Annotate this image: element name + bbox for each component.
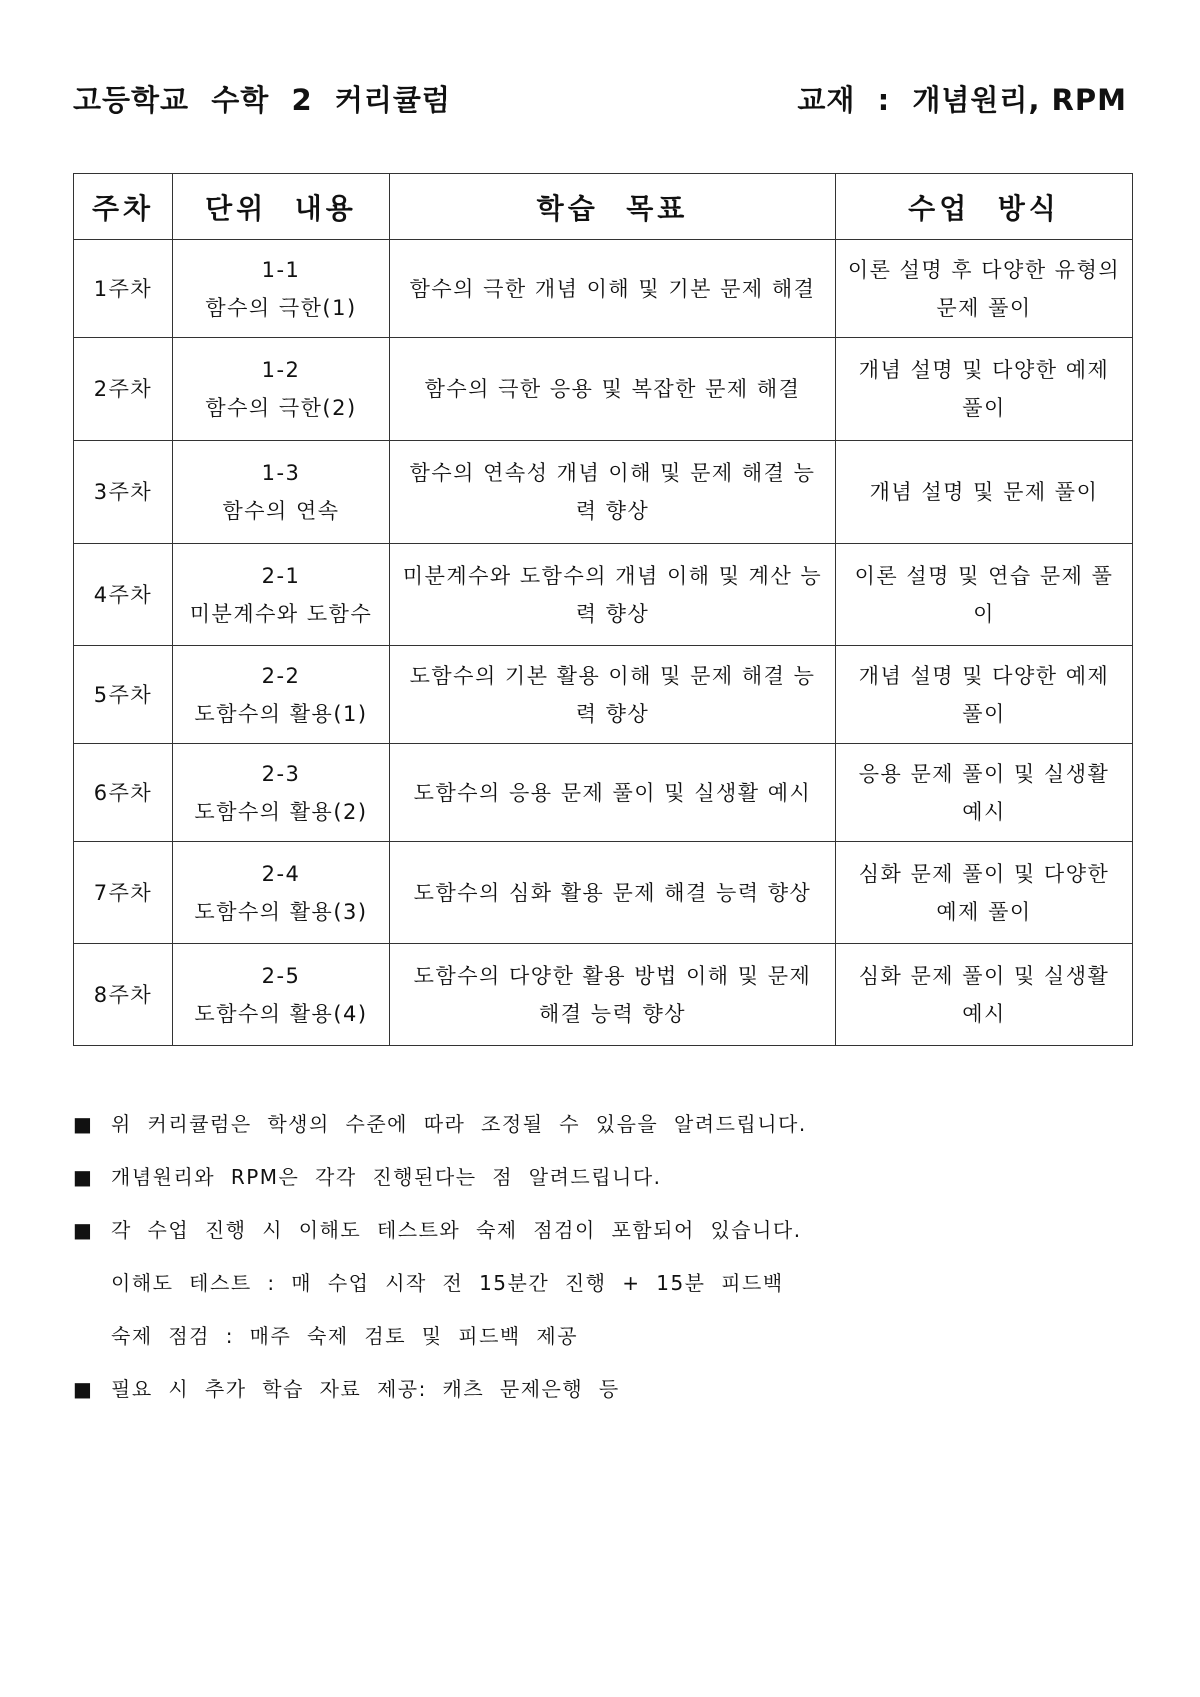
week-cell: 4주차: [74, 544, 173, 646]
textbook-label: 교재 : 개념원리, RPM: [797, 83, 1127, 117]
method-cell: 개념 설명 및 다양한 예제 풀이: [836, 338, 1133, 441]
week-cell: 8주차: [74, 944, 173, 1046]
unit-cell: [173, 646, 390, 744]
table-row: [74, 240, 1133, 338]
unit-code: 2-2: [261, 663, 301, 688]
note-subtext: 이해도 테스트 : 매 수업 시작 전 15분간 진행 + 15분 피드백: [111, 1271, 784, 1295]
note-item: [73, 1216, 1133, 1269]
unit-name: 함수의 극한(1): [205, 295, 357, 320]
method-cell: 심화 문제 풀이 및 실생활 예시: [836, 944, 1133, 1046]
unit-cell: [173, 338, 390, 441]
unit-code: 1-1: [261, 257, 301, 282]
table-row: [74, 544, 1133, 646]
note-subitem: [73, 1322, 1133, 1375]
table-row: [74, 441, 1133, 544]
notes-section: [73, 1110, 1133, 1428]
unit-code: 1-3: [261, 461, 301, 485]
method-cell: 심화 문제 풀이 및 다양한 예제 풀이: [836, 842, 1133, 944]
method-cell: 이론 설명 및 연습 문제 풀이: [836, 544, 1133, 646]
note-text: 필요 시 추가 학습 자료 제공: 캐츠 문제은행 등: [111, 1377, 620, 1401]
square-bullet-icon: ■: [73, 1377, 94, 1401]
unit-name: 함수의 연속: [222, 499, 340, 523]
document-header: [73, 78, 1127, 118]
goal-cell: 미분계수와 도함수의 개념 이해 및 계산 능력 향상: [390, 544, 836, 646]
table-row: [74, 944, 1133, 1046]
unit-cell: [173, 441, 390, 544]
table-row: [74, 842, 1133, 944]
unit-code: 2-4: [261, 861, 301, 886]
method-cell: 개념 설명 및 문제 풀이: [836, 441, 1133, 544]
unit-cell: [173, 240, 390, 338]
note-subitem: [73, 1269, 1133, 1322]
table-row: [74, 338, 1133, 441]
week-cell: 2주차: [74, 338, 173, 441]
table-row: [74, 646, 1133, 744]
column-header-week: 주차: [74, 174, 173, 240]
unit-cell: [173, 744, 390, 842]
week-cell: 7주차: [74, 842, 173, 944]
note-item: [73, 1110, 1133, 1163]
note-item: [73, 1163, 1133, 1216]
goal-cell: 도함수의 심화 활용 문제 해결 능력 향상: [390, 842, 836, 944]
unit-code: 2-5: [261, 963, 301, 988]
unit-cell: [173, 944, 390, 1046]
unit-name: 도함수의 활용(1): [194, 701, 368, 726]
goal-cell: 함수의 극한 개념 이해 및 기본 문제 해결: [390, 240, 836, 338]
square-bullet-icon: ■: [73, 1218, 94, 1242]
note-text: 개념원리와 RPM은 각각 진행된다는 점 알려드립니다.: [111, 1165, 662, 1189]
column-header-unit: 단위 내용: [173, 174, 390, 240]
method-cell: 개념 설명 및 다양한 예제 풀이: [836, 646, 1133, 744]
week-cell: 3주차: [74, 441, 173, 544]
square-bullet-icon: ■: [73, 1165, 94, 1189]
page-title: 고등학교 수학 2 커리큘럼: [73, 83, 451, 117]
week-cell: 6주차: [74, 744, 173, 842]
note-text: 각 수업 진행 시 이해도 테스트와 숙제 점검이 포함되어 있습니다.: [111, 1218, 802, 1242]
table-header-row: [74, 174, 1133, 240]
curriculum-table: [73, 173, 1133, 1046]
goal-cell: 도함수의 응용 문제 풀이 및 실생활 예시: [390, 744, 836, 842]
note-subtext: 숙제 점검 : 매주 숙제 검토 및 피드백 제공: [111, 1324, 579, 1348]
unit-name: 도함수의 활용(2): [194, 799, 368, 824]
unit-name: 미분계수와 도함수: [189, 601, 373, 626]
table-row: [74, 744, 1133, 842]
goal-cell: 도함수의 다양한 활용 방법 이해 및 문제 해결 능력 향상: [390, 944, 836, 1046]
week-cell: 5주차: [74, 646, 173, 744]
unit-cell: [173, 842, 390, 944]
note-item: [73, 1375, 1133, 1428]
goal-cell: 함수의 연속성 개념 이해 및 문제 해결 능력 향상: [390, 441, 836, 544]
square-bullet-icon: ■: [73, 1112, 94, 1136]
unit-name: 도함수의 활용(3): [194, 899, 368, 924]
unit-code: 1-2: [261, 358, 301, 382]
column-header-goal: 학습 목표: [390, 174, 836, 240]
goal-cell: 도함수의 기본 활용 이해 및 문제 해결 능력 향상: [390, 646, 836, 744]
unit-name: 함수의 극한(2): [205, 396, 357, 420]
week-cell: 1주차: [74, 240, 173, 338]
method-cell: 이론 설명 후 다양한 유형의 문제 풀이: [836, 240, 1133, 338]
unit-code: 2-3: [261, 761, 301, 786]
method-cell: 응용 문제 풀이 및 실생활 예시: [836, 744, 1133, 842]
goal-cell: 함수의 극한 응용 및 복잡한 문제 해결: [390, 338, 836, 441]
column-header-method: 수업 방식: [836, 174, 1133, 240]
note-text: 위 커리큘럼은 학생의 수준에 따라 조정될 수 있음을 알려드립니다.: [111, 1112, 807, 1136]
unit-cell: [173, 544, 390, 646]
unit-name: 도함수의 활용(4): [194, 1001, 368, 1026]
unit-code: 2-1: [261, 563, 301, 588]
